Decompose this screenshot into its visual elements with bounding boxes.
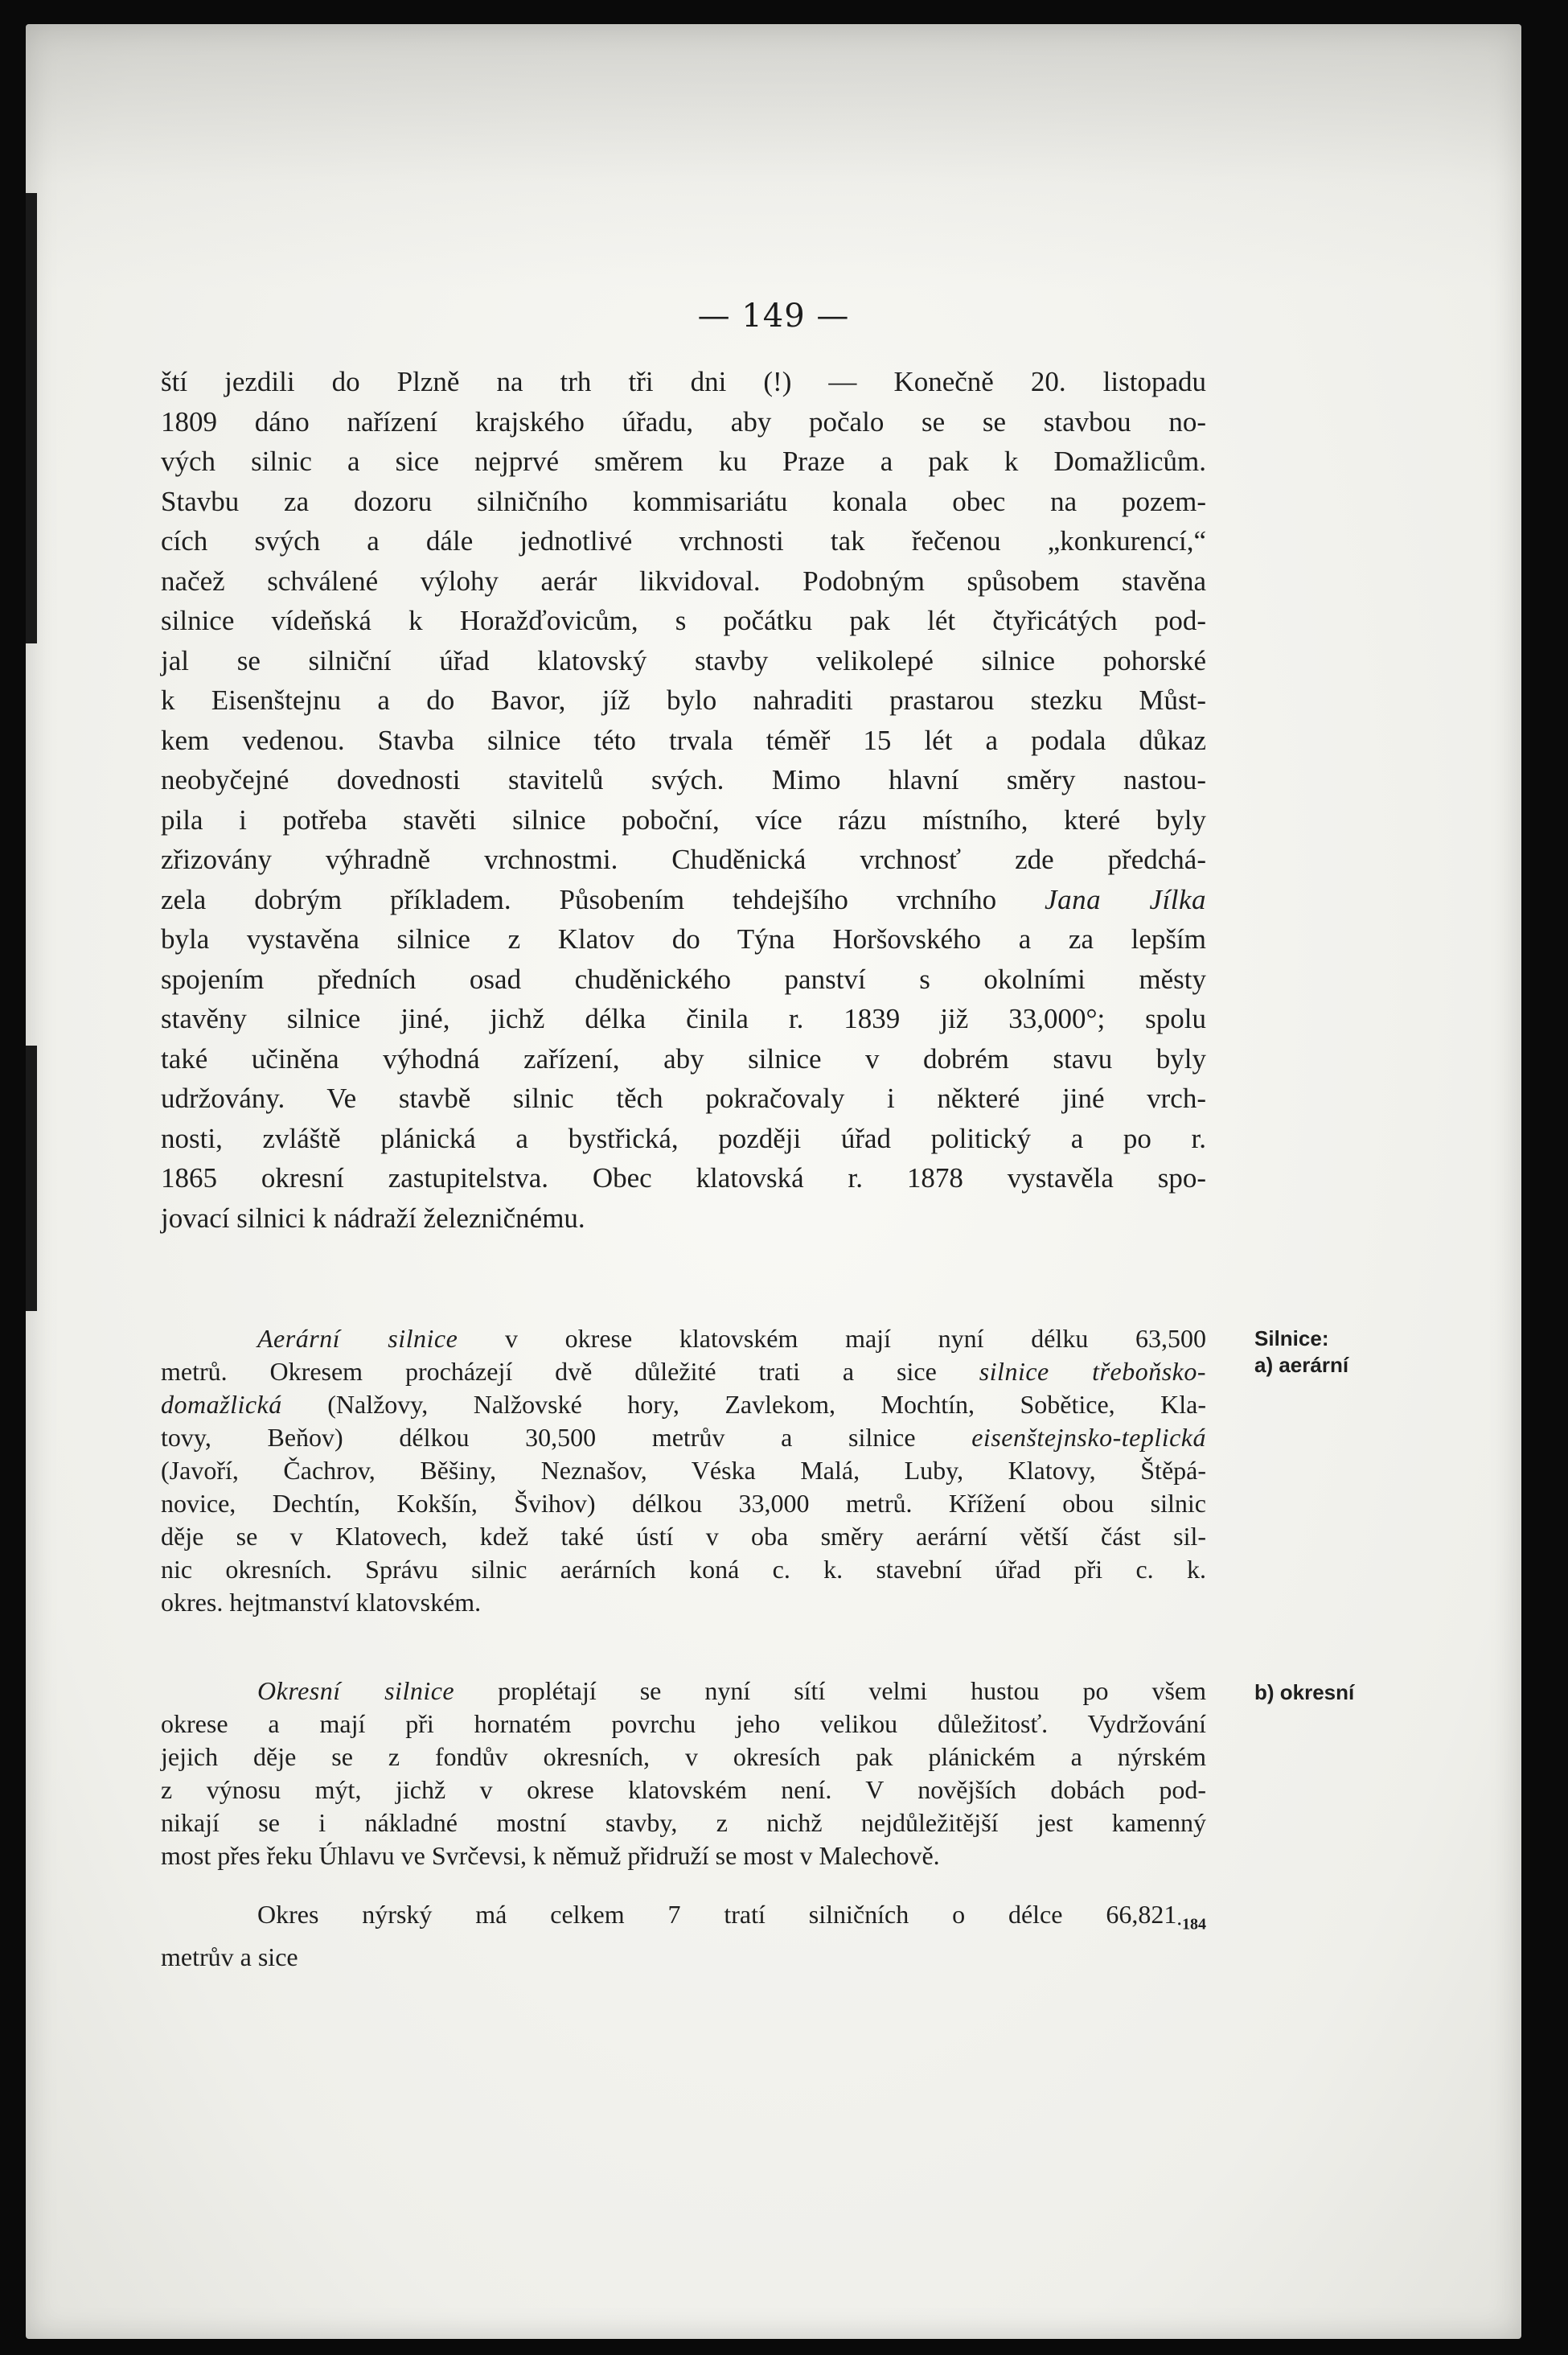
road-name: silnice třeboňsko-	[979, 1357, 1207, 1386]
text-line: udržovány. Ve stavbě silnic těch pokračovaly i některé jiné vrch-	[161, 1083, 1206, 1114]
road-name: eisenštejnsko-teplická	[971, 1423, 1206, 1452]
text-line: 1809 dáno nařízení krajského úřadu, aby počalo se se stavbou no-	[161, 405, 1206, 438]
text-line	[161, 1421, 1206, 1454]
margin-note-aerarni	[1254, 1325, 1348, 1379]
text-line: kem vedenou. Stavba silnice této trvala téměř 15 lét a podala důkaz	[161, 724, 1206, 756]
text-line: novice, Dechtín, Kokšín, Švihov) délkou 33,000 metrů. Křížení obou silnic	[161, 1489, 1206, 1518]
text-line: zřizovány výhradně vrchnostmi. Chuděnická vrchnosť zde předchá-	[161, 844, 1206, 875]
text-line: vých silnic a sice nejprvé směrem ku Praze a pak k Domažlicům.	[161, 446, 1206, 477]
text-line: také učiněna výhodná zařízení, aby silnice v dobrém stavu byly	[161, 1042, 1206, 1075]
margin-label: a) aerární	[1254, 1353, 1349, 1377]
binding-edge	[26, 193, 37, 643]
decimal-subscript: ·184	[1176, 1915, 1206, 1934]
text-segment: proplétají se nyní sítí velmi hustou po všem	[454, 1676, 1207, 1705]
text-line	[161, 1388, 1206, 1421]
text-segment: v okrese klatovském mají nyní délku 63,500	[458, 1324, 1207, 1353]
section-term: Okresní silnice	[257, 1676, 455, 1705]
person-name: Jana Jílka	[1045, 883, 1206, 915]
page-top-shading	[26, 24, 1521, 290]
text-line: spojením předních osad chuděnického panství s okolními městy	[161, 963, 1206, 995]
text-line: Stavbu za dozoru silničního kommisariátu konala obec na pozem-	[161, 485, 1206, 517]
text-segment: zela dobrým příkladem. Působením tehdejšího vrchního	[161, 883, 1045, 915]
section-term: Aerární silnice	[257, 1324, 458, 1353]
page-number: — 149 —	[697, 298, 850, 335]
text-line: neobyčejné dovednosti stavitelů svých. Mimo hlavní směry nastou-	[161, 764, 1206, 795]
binding-edge	[26, 1046, 37, 1311]
text-line	[161, 1355, 1206, 1388]
text-line: nic okresních. Správu silnic aerárních koná c. k. stavební úřad při c. k.	[161, 1555, 1206, 1584]
text-segment: (Nalžovy, Nalžovské hory, Zavlekom, Mochtín, Sobětice, Kla-	[281, 1390, 1206, 1419]
text-line: ští jezdili do Plzně na trh tři dni (!) — Konečně 20. listopadu	[161, 366, 1206, 397]
margin-title: Silnice:	[1254, 1326, 1329, 1350]
text-segment: tovy, Beňov) délkou 30,500 metrův a silnice	[161, 1423, 972, 1452]
text-line: cích svých a dále jednotlivé vrchnosti tak řečenou „konkurencí,“	[161, 525, 1206, 557]
text-segment: metrů. Okresem procházejí dvě důležité trati a sice	[161, 1357, 979, 1386]
text-line: nosti, zvláště plánická a bystřická, později úřad politický a po r.	[161, 1122, 1206, 1154]
text-line: okres. hejtmanství klatovském.	[161, 1588, 482, 1617]
text-line	[161, 1675, 1206, 1708]
text-line: jovací silnici k nádraží železničnému.	[161, 1202, 585, 1234]
section-aerarni	[161, 1322, 1206, 1619]
text-line	[161, 1898, 1206, 1941]
text-line: děje se v Klatovech, kdež také ústí v oba směry aerární větší část sil-	[161, 1522, 1206, 1551]
text-line: metrův a sice	[161, 1942, 298, 1972]
text-line: stavěny silnice jiné, jichž délka činila r. 1839 již 33,000°; spolu	[161, 1003, 1206, 1034]
main-paragraph	[161, 362, 1206, 1238]
road-name: domažlická	[161, 1390, 282, 1419]
text-line: byla vystavěna silnice z Klatov do Týna Horšovského a za lepším	[161, 923, 1206, 955]
text-line: silnice vídeňská k Horažďovicům, s počátku pak lét čtyřicátých pod-	[161, 605, 1206, 636]
text-line: jejich děje se z fondův okresních, v okresích pak plánickém a nýrském	[161, 1742, 1206, 1771]
text-line: jal se silniční úřad klatovský stavby velikolepé silnice pohorské	[161, 644, 1206, 676]
text-line: pila i potřeba stavěti silnice poboční, více rázu místního, které byly	[161, 803, 1206, 836]
text-line: k Eisenštejnu a do Bavor, jíž bylo nahraditi prastarou stezku Můst-	[161, 684, 1206, 716]
margin-note-okresni	[1254, 1679, 1354, 1706]
text-line: z výnosu mýt, jichž v okrese klatovském není. V novějších dobách pod-	[161, 1775, 1206, 1804]
margin-label: b) okresní	[1254, 1680, 1355, 1704]
section-nyrsky	[161, 1898, 1206, 1974]
scanned-page	[26, 24, 1521, 2339]
text-line: nikají se i nákladné mostní stavby, z nichž nejdůležitější jest kamenný	[161, 1808, 1206, 1837]
text-line: okrese a mají při hornatém povrchu jeho velikou důležitosť. Vydržování	[161, 1709, 1206, 1738]
text-line: 1865 okresní zastupitelstva. Obec klatovská r. 1878 vystavěla spo-	[161, 1162, 1206, 1194]
text-line	[161, 880, 1206, 920]
text-segment: Okres nýrský má celkem 7 tratí silničních o délce 66,821	[257, 1900, 1177, 1929]
text-line: most přes řeku Úhlavu ve Svrčevsi, k němuž přidruží se most v Malechově.	[161, 1841, 940, 1870]
text-line: (Javoří, Čachrov, Běšiny, Neznašov, Véska Malá, Luby, Klatovy, Štěpá-	[161, 1456, 1206, 1485]
section-okresni	[161, 1675, 1206, 1872]
text-line: načež schválené výlohy aerár likvidoval. Podobným spůsobem stavěna	[161, 565, 1206, 597]
text-line	[161, 1322, 1206, 1355]
